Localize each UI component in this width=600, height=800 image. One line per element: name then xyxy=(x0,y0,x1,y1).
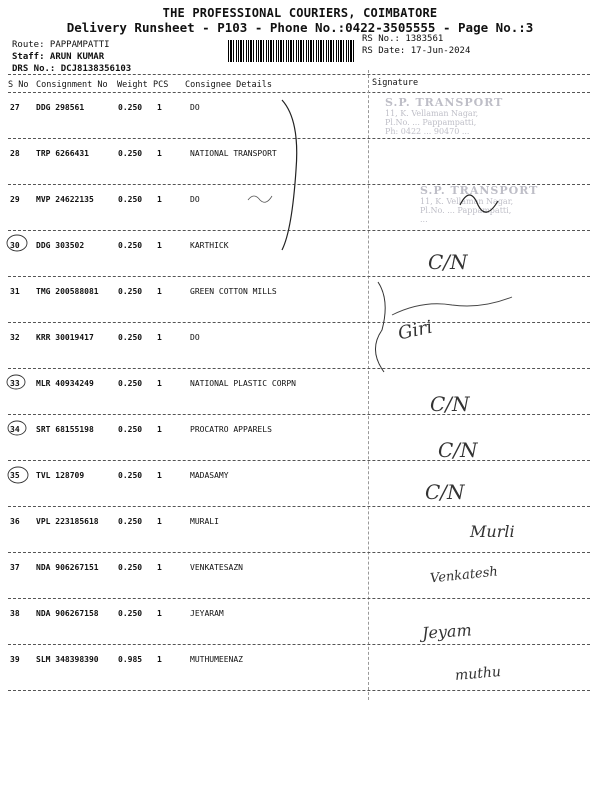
row-consignment: NDA 906267158 xyxy=(36,609,99,618)
row-sno: 35 xyxy=(10,471,20,480)
row-pcs: 1 xyxy=(157,103,162,112)
row-weight: 0.250 xyxy=(118,103,143,112)
rs-date-label: RS Date: 17-Jun-2024 xyxy=(362,46,471,56)
col-consignee: Consignee Details xyxy=(185,80,272,90)
row-consignee: NATIONAL PLASTIC CORPN xyxy=(190,379,296,388)
row-pcs: 1 xyxy=(157,471,162,480)
row-weight: 0.250 xyxy=(118,333,143,342)
col-consignment: Consignment No xyxy=(36,80,108,90)
row-consignee: MURALI xyxy=(190,517,219,526)
row-weight: 0.985 xyxy=(118,655,143,664)
row-weight: 0.250 xyxy=(118,517,143,526)
col-sno: S No xyxy=(8,80,29,90)
row-consignment: DDG 298561 xyxy=(36,103,85,112)
row-pcs: 1 xyxy=(157,149,162,158)
row-consignment: KRR 30019417 xyxy=(36,333,94,342)
row-consignee: NATIONAL TRANSPORT xyxy=(190,149,277,158)
row-sno: 38 xyxy=(10,609,20,618)
row-consignment: DDG 303502 xyxy=(36,241,85,250)
row-pcs: 1 xyxy=(157,563,162,572)
col-signature: Signature xyxy=(372,78,419,88)
row-weight: 0.250 xyxy=(118,609,143,618)
row-weight: 0.250 xyxy=(118,563,143,572)
row-consignee: MUTHUMEENAZ xyxy=(190,655,243,664)
row-consignee: MADASAMY xyxy=(190,471,229,480)
row-pcs: 1 xyxy=(157,333,162,342)
row-consignment: TMG 200588081 xyxy=(36,287,99,296)
row-consignment: MLR 40934249 xyxy=(36,379,94,388)
row-weight: 0.250 xyxy=(118,241,143,250)
row-sno: 37 xyxy=(10,563,20,572)
signature-row34: C/N xyxy=(438,438,478,462)
col-weight: Weight xyxy=(117,80,148,90)
row-weight: 0.250 xyxy=(118,195,143,204)
row-consignee: GREEN COTTON MILLS xyxy=(190,287,277,296)
row-pcs: 1 xyxy=(157,425,162,434)
signature-row38: Jeyam xyxy=(421,620,473,643)
row-sno: 36 xyxy=(10,517,20,526)
row-consignment: TRP 6266431 xyxy=(36,149,89,158)
rs-no-label: RS No.: 1383561 xyxy=(362,34,444,44)
row-pcs: 1 xyxy=(157,195,162,204)
row-pcs: 1 xyxy=(157,379,162,388)
row-sno: 32 xyxy=(10,333,20,342)
row-pcs: 1 xyxy=(157,287,162,296)
signature-row35: C/N xyxy=(425,480,465,504)
col-pcs: PCS xyxy=(153,80,169,90)
row-sno: 29 xyxy=(10,195,20,204)
signature-row36: Murli xyxy=(470,522,515,541)
signature-row31: Giri xyxy=(396,316,435,345)
row-sno: 30 xyxy=(10,241,20,250)
route-label: Route: PAPPAMPATTI xyxy=(12,40,110,50)
row-consignee: DO xyxy=(190,333,200,342)
row-sno: 28 xyxy=(10,149,20,158)
row-consignment: SLM 348398390 xyxy=(36,655,99,664)
row-consignment: SRT 68155198 xyxy=(36,425,94,434)
row-consignment: NDA 906267151 xyxy=(36,563,99,572)
row-weight: 0.250 xyxy=(118,149,143,158)
row-pcs: 1 xyxy=(157,655,162,664)
runsheet-title: Delivery Runsheet - P103 - Phone No.:0422-3505555 - Page No.:3 xyxy=(66,20,534,35)
row-consignee: DO xyxy=(190,195,200,204)
row-sno: 33 xyxy=(10,379,20,388)
row-weight: 0.250 xyxy=(118,425,143,434)
row-consignee: DO xyxy=(190,103,200,112)
row-weight: 0.250 xyxy=(118,379,143,388)
signature-row39: muthu xyxy=(454,664,502,684)
row-consignment: MVP 24622135 xyxy=(36,195,94,204)
drs-label: DRS No.: DCJ8138356103 xyxy=(12,64,132,74)
signature-row33: C/N xyxy=(430,392,470,416)
row-consignment: VPL 223185618 xyxy=(36,517,99,526)
transport-stamp-2: S.P. TRANSPORT 11, K. Vellaman Nagar, Pl.No. ... Pappampatti, ... xyxy=(420,184,539,224)
transport-stamp: S.P. TRANSPORT 11, K. Vellaman Nagar, Pl.No. ... Pappampatti, Ph: 0422 ... 90470 ... xyxy=(385,96,504,136)
row-consignee: KARTHICK xyxy=(190,241,229,250)
row-consignment: TVL 128709 xyxy=(36,471,85,480)
row-weight: 0.250 xyxy=(118,287,143,296)
row-sno: 39 xyxy=(10,655,20,664)
company-title: THE PROFESSIONAL COURIERS, COIMBATORE xyxy=(162,6,438,20)
signature-row37: Venkatesh xyxy=(429,564,499,587)
row-sno: 34 xyxy=(10,425,20,434)
row-consignee: JEYARAM xyxy=(190,609,224,618)
row-consignee: PROCATRO APPARELS xyxy=(190,425,272,434)
row-pcs: 1 xyxy=(157,517,162,526)
signature-row30: C/N xyxy=(428,250,468,274)
row-sno: 27 xyxy=(10,103,20,112)
row-pcs: 1 xyxy=(157,241,162,250)
row-sno: 31 xyxy=(10,287,20,296)
row-weight: 0.250 xyxy=(118,471,143,480)
row-pcs: 1 xyxy=(157,609,162,618)
row-consignee: VENKATESAZN xyxy=(190,563,243,572)
staff-label: Staff: ARUN KUMAR xyxy=(12,52,105,62)
